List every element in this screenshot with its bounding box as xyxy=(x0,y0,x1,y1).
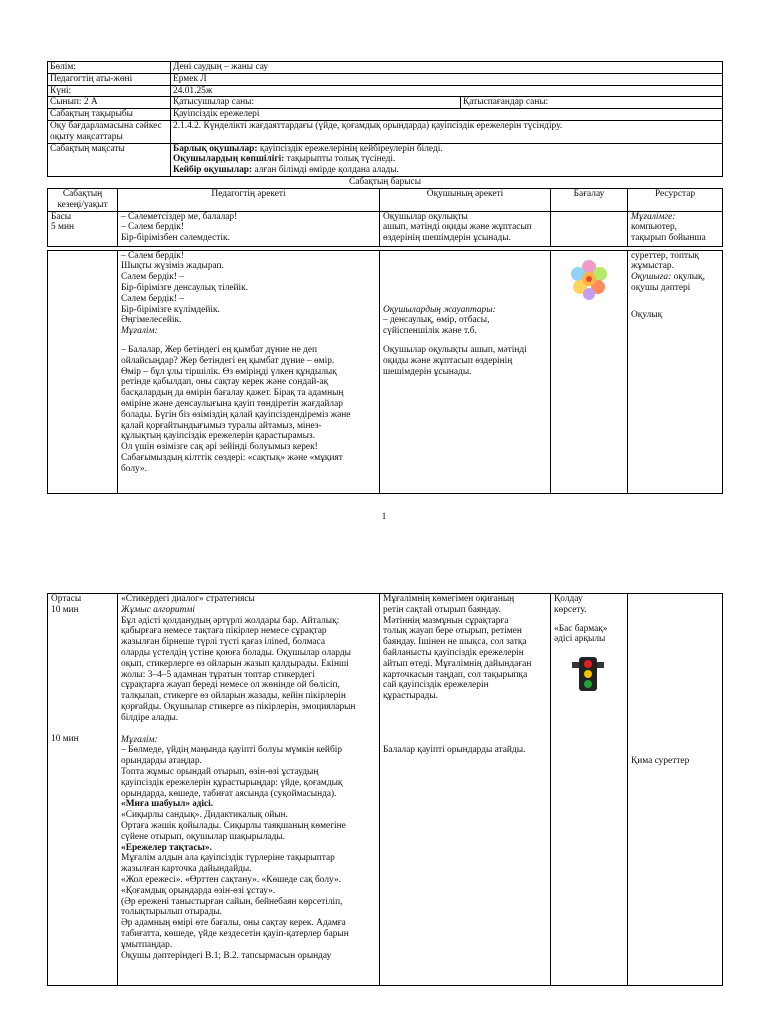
row2-resources: суреттер, топтық жұмыстар. Оқушыға: оқулық, оқушы дәптері Оқулық xyxy=(628,250,723,493)
row-mid-assess: Қолдау көрсету. «Бас бармақ» әдісі арқылы xyxy=(551,594,628,986)
row-start xyxy=(48,211,723,246)
course-table-mid xyxy=(47,593,723,986)
page-number: 1 xyxy=(381,512,387,522)
topic-value: Қауіпсіздік ережелері xyxy=(171,109,723,121)
row-start-stage: Басы 5 мин xyxy=(48,211,118,246)
date-label: Күні: xyxy=(48,85,171,97)
row-start-cont xyxy=(48,250,723,493)
row-mid-stage: Ортасы 10 мин 10 мин xyxy=(48,594,118,986)
section-label: Бөлім: xyxy=(48,62,171,74)
header-row-goal xyxy=(48,120,723,143)
page-2 xyxy=(47,593,723,986)
date-value: 24.01.25ж xyxy=(171,85,723,97)
goal-label: Оқу бағдарламасына сәйкес оқыту мақсаттары xyxy=(48,120,171,143)
header-row-teacher xyxy=(48,73,723,85)
row2-teacher: – Сәлем бердік! Шықты жүзіміз жадырап. Сәлем бердік! – Бір-бірімізге денсаулық тілейік. Сәлем бердік! – Бір-бірімізге күлімдейік. Әңгімелесейік. Мұғалім: – Балалар, Жер бетіндегі ең қымбат дүние не деп ойлайсыңдар? Жер бетіндегі ең қымбат дүние – өмір. Өмір – бұл ұлы тіршілік. Өз өміріңді үлкен құндылық ретінде қабылдап, оны сақтау керек және сондай-ақ басқалардың да өмірін бағалау қажет. Бірақ та адамның өміріне және денсаулығына қауіп төндіретін жағдайлар болады. Бүгін біз өзіміздің қалай қауіпсіздендіреміз және қалай қорғайтындығымыз туралы айтамыз, мінез- құлықтың қауіпсіздік ережелерін қарастырамыз. Ол үшін өзімізге сақ әрі зейінді болуымыз керек! Сабағымыздың кілттік сөздері: «сақтық» және «мұқият болу». xyxy=(118,250,380,493)
col-student: Оқушының әрекеті xyxy=(380,188,551,211)
traffic-light-icon xyxy=(572,657,604,691)
row-start-student: Оқушылар оқулықты ашып, мәтінді оқиды және жұптасып өздерінің шешімдерін ұсынады. xyxy=(380,211,551,246)
row-start-resources: Мұғалімге: компьютер, тақырып бойынша xyxy=(628,211,723,246)
colorful-flower-icon xyxy=(566,257,612,303)
topic-label: Сабақтың тақырыбы xyxy=(48,109,171,121)
class-label: Сынып: 2 А xyxy=(48,97,171,109)
col-teacher: Педагогтің әрекеті xyxy=(118,188,380,211)
present-label: Қатысушылар саны: xyxy=(171,97,461,109)
header-row-date xyxy=(48,85,723,97)
row2-stage xyxy=(48,250,118,493)
header-row-class xyxy=(48,97,723,109)
course-table-2 xyxy=(47,250,723,494)
aims-value xyxy=(171,143,723,176)
absent-label: Қатыспағандар саны: xyxy=(461,97,723,109)
teacher-label: Педагогтің аты-жөні xyxy=(48,73,171,85)
header-row-aims xyxy=(48,143,723,176)
teacher-value: Ермек Л xyxy=(171,73,723,85)
row2-assess xyxy=(551,250,628,493)
course-title: Сабақтың барысы xyxy=(348,176,422,187)
row-mid-teacher: «Стикердегі диалог» стратегиясы Жұмыс алгоритмі Бұл әдісті қолданудың әртүрлі жолдары бар. Айталық: қабырғаға немесе тақтаға пікірлер немесе сұрақтар жазылған бірнеше түрлі түсті қағаз іліned, болмаса оларды үстелдің үстіне қоюға болады. Оқушылар оларды оқып, стикерлерге өз ойларын жазып қалдырады. Екінші жолы: 3–4–5 адамнан тұратын топтар стикердегі сұрақтарға жауап береді немесе ол жөнінде ой бөлісіп, талқылап, стикерге өз ойларын жазады, кейін пікірлерін қорғайды. Оқушылар стикерге өз пікірлерін, эмоцияларын білдіре алады. Мұғалім: – Бөлмеде, үйдің маңында қауіпті болуы мүмкін кейбір орындарды атаңдар. Топта жұмыс орындай отырып, өзін-өзі ұстаудың қауіпсіздік ережелерін құрастырыңдар: үйде, қоғамдық орындарда, көшеде, табиғат аясында (суқоймасында). «Миға шабуыл» әдісі. «Сиқырлы сандық». Дидактикалық ойын. Ортаға жәшік қойылады. Сиқырлы таяқшаның көмегіне сүйене отырып, оқушылар шақырылады. «Ережелер тақтасы». Мұғалім алдын ала қауіпсіздік түрлеріне тақырыптар жазылған карточка дайындайды. «Жол ережесі». «Өрттен сақтану». «Көшеде сақ болу». «Қоғамдық орындарда өзін-өзі ұстау». (Әр ережені таныстырған сайын, бейнебаян көрсетіліп, толықтырылып отырады. Әр адамның өмірі өте бағалы, оны сақтау керек. Адамға табиғатта, көшеде, үйде кездесетін қауіп-қатерлер барын ұмытпаңдар. Оқушы дәптеріндегі В.1; В.2. тапсырмасын орындау xyxy=(118,594,380,986)
aim-1: Барлық оқушылар: қауіпсіздік ережелерінің кейбіреулерін біледі. xyxy=(173,143,443,154)
row-mid-student: Мұғалімнің көмегімен оқиғаның ретін сақтай отырып баяндау. Мәтіннің мазмұнын сұрақтарға толық жауап бере отырып, ретімен баяндау. Ішінен не шықса, сол затқа байланысты қауіпсіздік ережелерін айтып өтеді. Мұғалімнің дайындаған карточкасын таңдап, сол тақырыпқа сай қауіпсіздік ережелерін құрастырады. Балалар қауіпті орындарды атайды. xyxy=(380,594,551,986)
page-1 xyxy=(47,61,723,494)
section-value: Дені саудың – жаны сау xyxy=(171,62,723,74)
row-start-assess xyxy=(551,211,628,246)
aim-3: Кейбір оқушылар: алған білімді өмірде қолдана алады. xyxy=(173,165,399,176)
course-header-row xyxy=(48,188,723,211)
aim-2: Оқушылардың көпшілігі: тақырыпты толық түсінеді. xyxy=(173,154,396,165)
row2-student: Оқушылардың жауаптары: – денсаулық, өмір, отбасы, сүйіспеншілік және т.б. Оқушылар оқулықты ашып, мәтінді оқиды және жұптасып өздерінің шешімдерін ұсынады. xyxy=(380,250,551,493)
row-mid-resources: Қима суреттер xyxy=(628,594,723,986)
header-row-section xyxy=(48,62,723,74)
header-row-topic xyxy=(48,109,723,121)
row-start-teacher: – Сәлеметсіздер ме, балалар! – Сәлем бердік! Бір-бірімізбен сәлемдестік. xyxy=(118,211,380,246)
col-resources: Ресурстар xyxy=(628,188,723,211)
row-mid xyxy=(48,594,723,986)
col-assess: Бағалау xyxy=(551,188,628,211)
goal-value: 2.1.4.2. Күнделікті жағдаяттардағы (үйде, қоғамдық орындарда) қауіпсіздік ережелерін түсіндіру. xyxy=(171,120,723,143)
aims-label: Сабақтың мақсаты xyxy=(48,143,171,176)
course-table xyxy=(47,188,723,247)
header-table xyxy=(47,61,723,177)
col-stage: Сабақтың кезеңі/уақыт xyxy=(48,188,118,211)
